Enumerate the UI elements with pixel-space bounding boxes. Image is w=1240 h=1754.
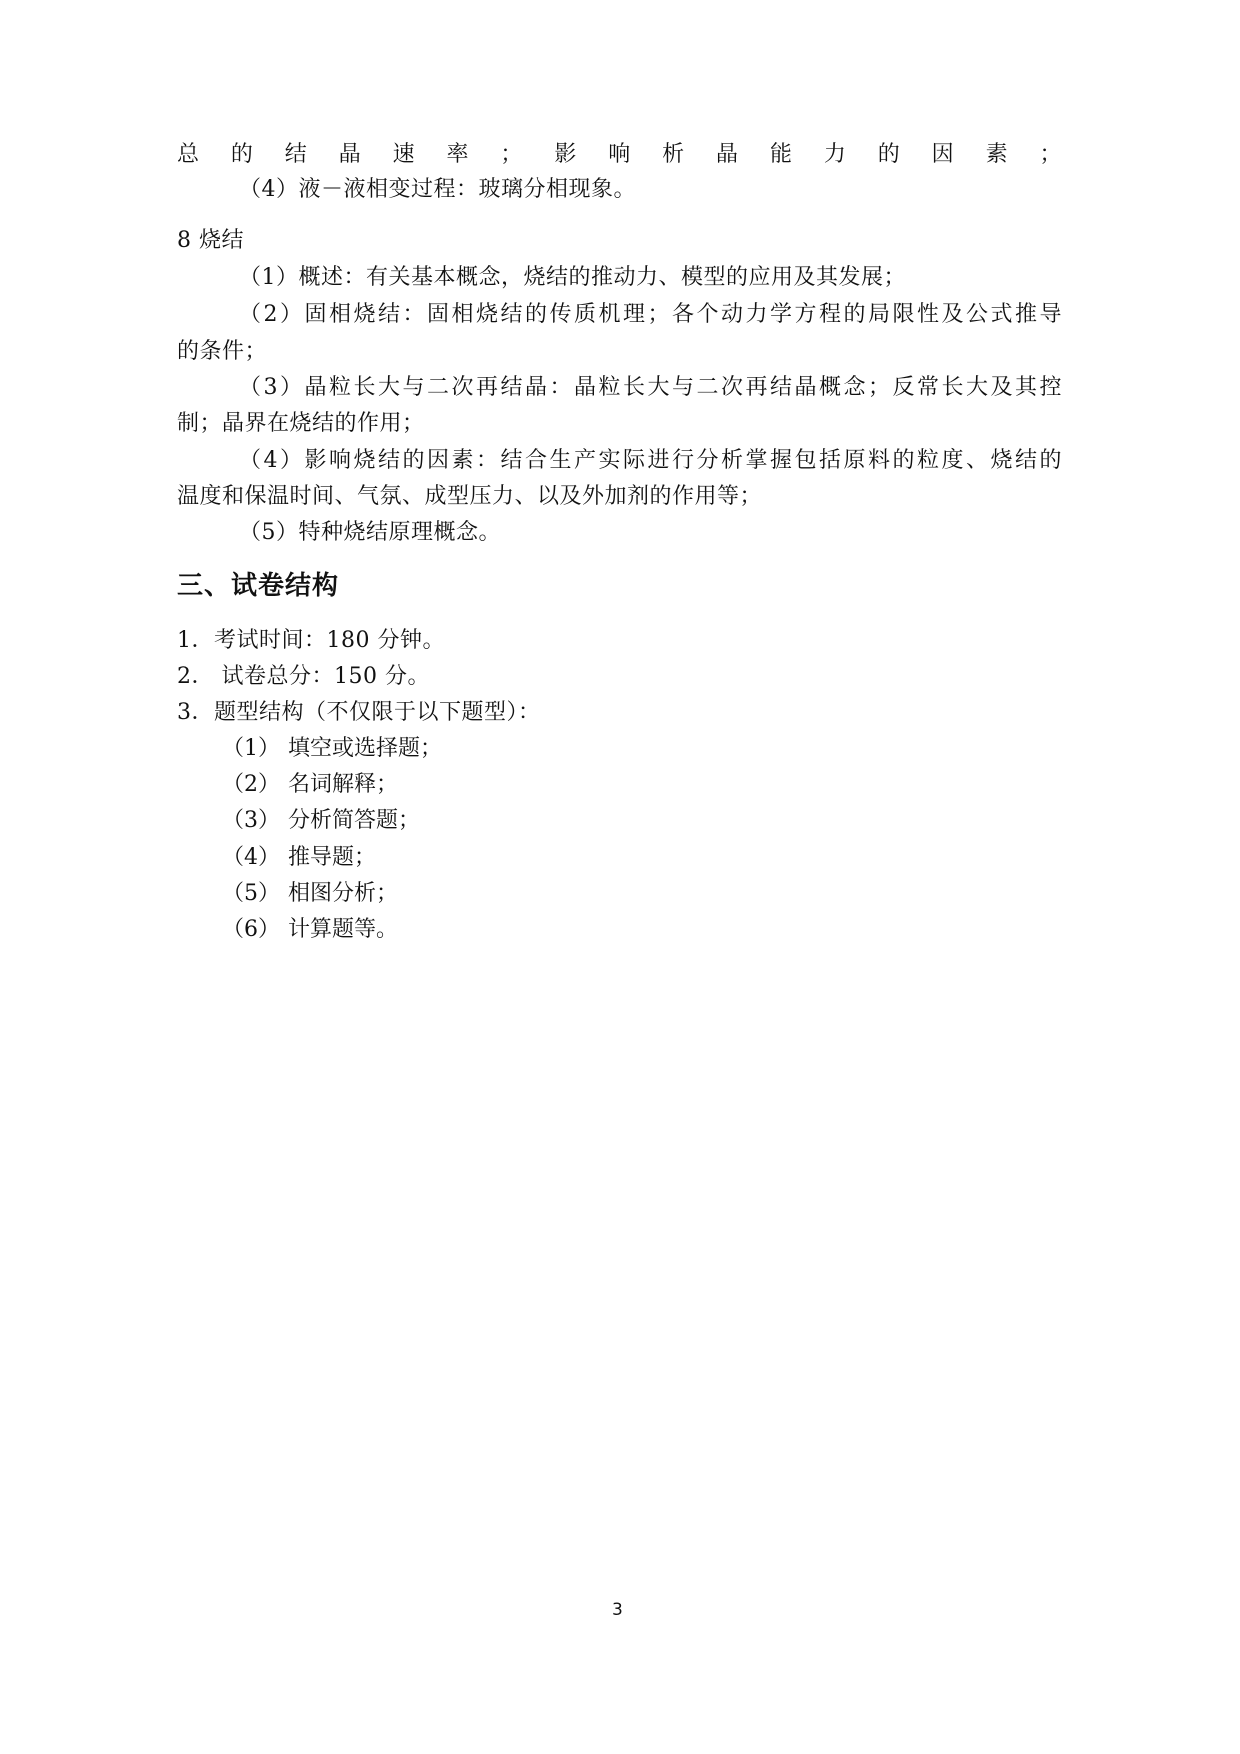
page-number: 3	[612, 1600, 623, 1620]
section-8-title: 8 烧结	[177, 228, 244, 253]
question-type-number: （5）	[222, 881, 280, 906]
question-type-6	[222, 915, 398, 945]
section-8-item-3-line-2: 制；晶界在烧结的作用；	[177, 411, 425, 436]
exam-time: 1．考试时间：180 分钟。	[177, 628, 445, 653]
section-8-item-4-line-1: （4）影响烧结的因素：结合生产实际进行分析掌握包括原料的粒度、烧结的	[239, 448, 1062, 473]
section-8-item-4-line-2: 温度和保温时间、气氛、成型压力、以及外加剂的作用等；	[177, 484, 763, 509]
question-type-2	[222, 770, 398, 800]
exam-total-score: 2． 试卷总分：150 分。	[177, 664, 430, 689]
question-type-5	[222, 879, 398, 909]
section-8-item-2-line-2: 的条件；	[177, 339, 268, 364]
question-type-number: （1）	[222, 736, 280, 761]
question-type-number: （3）	[222, 808, 280, 833]
continuation-item-4: （4）液－液相变过程：玻璃分相现象。	[239, 177, 636, 202]
question-type-4	[222, 843, 376, 873]
question-type-number: （6）	[222, 917, 280, 942]
question-structure: 3．题型结构（不仅限于以下题型）：	[177, 700, 541, 725]
question-type-1	[222, 734, 442, 764]
question-type-label: 相图分析；	[288, 881, 399, 906]
question-type-number: （2）	[222, 772, 280, 797]
question-type-label: 推导题；	[288, 845, 377, 870]
question-type-label: 填空或选择题；	[288, 736, 443, 761]
section-3-heading: 三、试卷结构	[177, 571, 340, 601]
continuation-line: 总的结晶速率；影响析晶能力的因素；	[177, 142, 1062, 167]
section-8-item-2-line-1: （2）固相烧结：固相烧结的传质机理；各个动力学方程的局限性及公式推导	[239, 302, 1062, 327]
section-8-item-3-line-1: （3）晶粒长大与二次再结晶：晶粒长大与二次再结晶概念；反常长大及其控	[239, 375, 1062, 400]
question-type-label: 计算题等。	[288, 917, 399, 942]
question-type-number: （4）	[222, 845, 280, 870]
question-type-label: 名词解释；	[288, 772, 399, 797]
question-type-3	[222, 806, 420, 836]
section-8-item-5: （5）特种烧结原理概念。	[239, 520, 501, 545]
question-type-label: 分析简答题；	[288, 808, 421, 833]
section-8-item-1: （1）概述：有关基本概念，烧结的推动力、模型的应用及其发展；	[239, 265, 906, 290]
